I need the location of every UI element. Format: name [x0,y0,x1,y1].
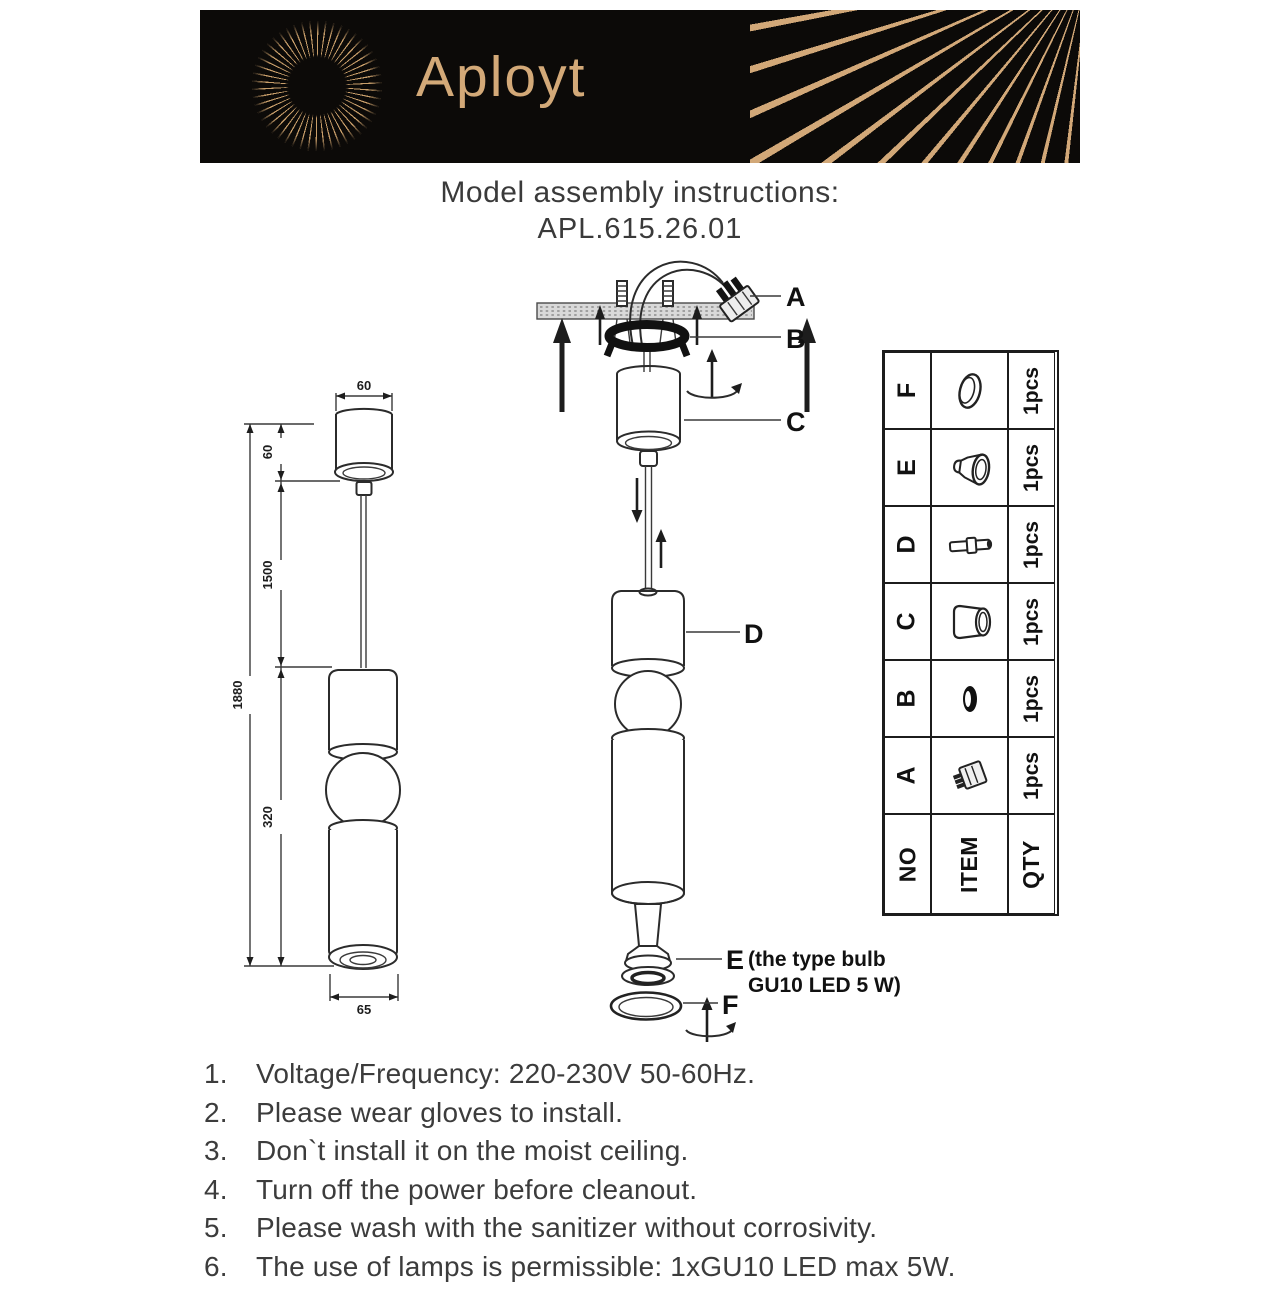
instruction-number: 5. [204,1212,228,1244]
instruction-item [204,1135,1104,1174]
table-row-b-qty: 1pcs [1008,660,1055,737]
instructions-list [204,1058,1104,1290]
instruction-text: Please wash with the sanitizer without corrosivity. [256,1212,878,1244]
instruction-item [204,1212,1104,1251]
table-row-c-no: C [884,583,931,660]
parts-table [882,350,1059,916]
instruction-text: Please wear gloves to install. [256,1096,624,1128]
table-row-a-no: A [884,737,931,814]
instruction-text: Voltage/Frequency: 220-230V 50-60Hz. [256,1058,756,1089]
connector-pin-icon [940,520,1000,570]
table-row-e-item [931,429,1008,506]
dim-top-width [336,378,392,411]
part-label-c: C [786,407,806,437]
svg-text:65: 65 [356,1002,372,1017]
gu10-bulb [622,904,674,985]
trim-ring [611,993,681,1020]
instruction-number: 6. [204,1250,228,1282]
table-row-e-no: E [884,429,931,506]
table-row-f-qty: 1pcs [1008,352,1055,429]
table-row-b-item [931,660,1008,737]
instruction-item [204,1174,1104,1213]
bulb-note-line1: (the type bulb [748,948,886,971]
suspension-cord [632,466,667,596]
model-number: APL.615.26.01 [537,213,743,245]
dim-bottom-width [330,974,398,1017]
instruction-number: 4. [204,1173,228,1205]
table-row-e-qty: 1pcs [1008,429,1055,506]
table-row-a-item [931,737,1008,814]
table-header-no: NO [884,814,931,914]
svg-text:1500: 1500 [260,560,275,590]
table-row-d-no: D [884,506,931,583]
part-label-d: D [744,619,764,649]
gu10-socket-icon [940,443,1000,493]
dimension-drawing [230,378,400,1017]
table-row-b-no: B [884,660,931,737]
table-row-c-item [931,583,1008,660]
part-label-e: E [726,945,745,975]
rotate-arrow-icon [687,349,742,398]
instruction-number: 2. [204,1096,228,1128]
mounting-ring [607,325,687,373]
svg-text:60: 60 [356,378,372,393]
trim-ring-icon [940,366,1000,416]
table-header-item: ITEM [931,814,1008,914]
pendant-body [612,591,684,904]
instruction-item [204,1251,1104,1290]
dim-overall [230,424,334,966]
ceiling-canopy-icon [940,597,1000,647]
table-header-qty: QTY [1008,814,1055,914]
part-label-f: F [722,990,739,1020]
bulb-note-line2: GU10 LED 5 W) [748,974,901,997]
exploded-assembly-drawing [537,262,901,1042]
leader-lines [676,296,781,1003]
instruction-number: 3. [204,1135,228,1167]
table-row-d-item [931,506,1008,583]
part-label-a: A [786,282,806,312]
instruction-text: Turn off the power before cleanout. [256,1173,698,1205]
svg-text:1880: 1880 [230,680,245,710]
page-title: Model assembly instructions: [440,176,840,209]
instruction-text: Don`t install it on the moist ceiling. [256,1135,689,1167]
canopy [617,366,680,466]
svg-text:320: 320 [260,806,275,828]
install-direction-arrows [553,305,816,412]
table-row-c-qty: 1pcs [1008,583,1055,660]
instruction-text: The use of lamps is permissible: 1xGU10 LED max 5W. [256,1250,956,1282]
table-row-f-item [931,352,1008,429]
table-row-a-qty: 1pcs [1008,737,1055,814]
part-label-b: B [786,324,806,354]
mounting-ring-icon [940,674,1000,724]
svg-text:60: 60 [260,444,275,460]
brand-name: Aployt [416,45,587,109]
table-row-f-no: F [884,352,931,429]
instruction-item [204,1058,1104,1097]
instruction-number: 1. [204,1058,228,1089]
table-row-d-qty: 1pcs [1008,506,1055,583]
instruction-item [204,1097,1104,1136]
terminal-block-icon [940,751,1000,801]
